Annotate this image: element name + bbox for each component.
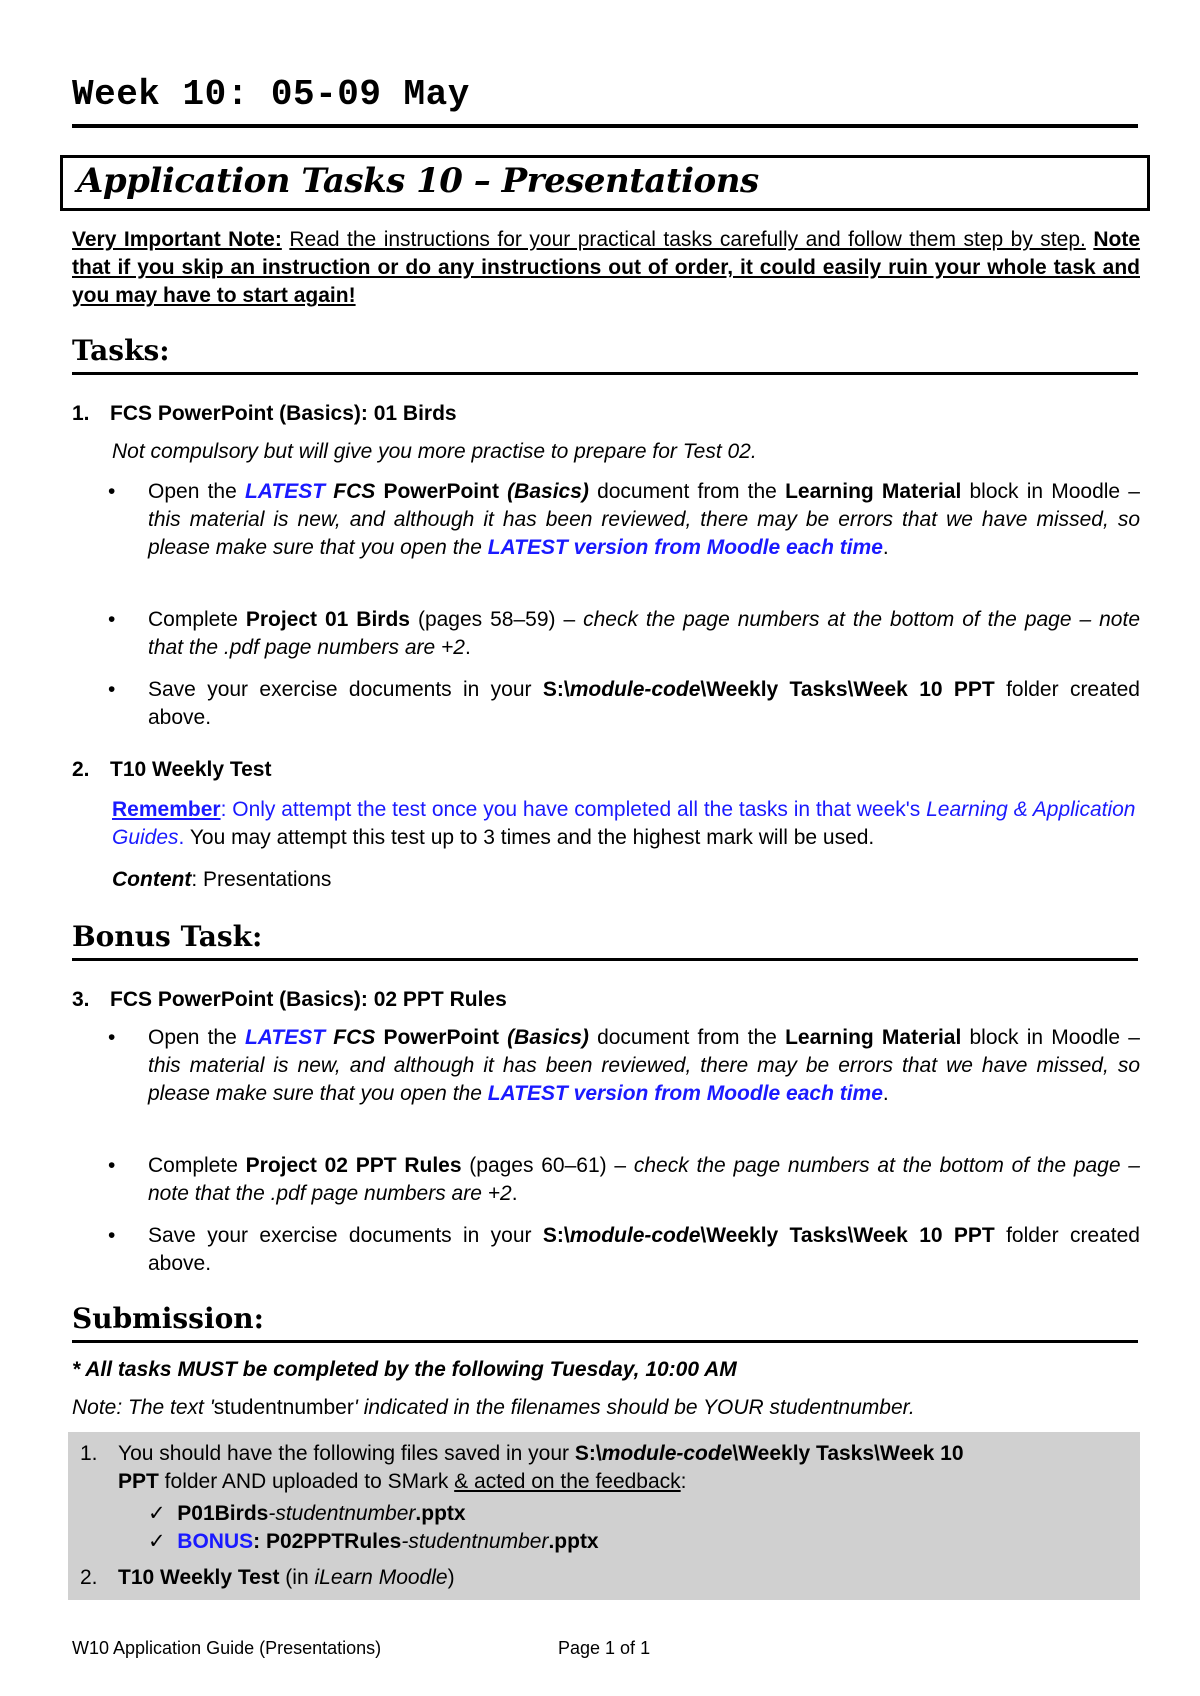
bullet-icon: • [108, 1026, 116, 1049]
note-text-1: Read the instructions for your practical tasks carefully and follow them step by step. [289, 228, 1086, 251]
check-icon: ✓ [148, 1530, 166, 1553]
task-1-bullet-2: • Complete Project 01 Birds (pages 58–59) – check the page numbers at the bottom of the page – note that the .pdf page numbers are +2. [108, 608, 1140, 659]
file-item-2: ✓ BONUS: P02PPTRules-studentnumber.pptx [148, 1530, 599, 1553]
bullet-icon: • [108, 1224, 116, 1247]
section-tasks: Tasks: [72, 334, 170, 367]
title-rule [72, 124, 1138, 128]
task-1-subtitle: Not compulsory but will give you more practise to prepare for Test 02. [112, 440, 757, 463]
bullet-icon: • [108, 678, 116, 701]
task-3-bullet-2: • Complete Project 02 PPT Rules (pages 60–61) – check the page numbers at the bottom of the page – note that the .pdf page numbers are +2. [108, 1154, 1140, 1205]
studentnumber-note: Note: The text 'studentnumber' indicated in the filenames should be YOUR studentnumber. [72, 1396, 915, 1419]
submission-rule [72, 1340, 1138, 1343]
page-title: Week 10: 05-09 May [72, 74, 470, 115]
footer-doc-title: W10 Application Guide (Presentations) [72, 1638, 382, 1658]
bonus-rule [72, 958, 1138, 961]
task-1-bullet-3: • Save your exercise documents in your S:\module-code\Weekly Tasks\Week 10 PPT folder created above. [108, 678, 1140, 729]
check-icon: ✓ [148, 1502, 166, 1525]
bullet-icon: • [108, 1154, 116, 1177]
submission-item-1: 1. You should have the following files saved in your S:\module-code\Weekly Tasks\Week 10 PPT folder AND uploaded to SMark & acted on the feedback: [80, 1442, 964, 1493]
file-item-1: ✓ P01Birds-studentnumber.pptx [148, 1502, 466, 1525]
section-submission: Submission: [72, 1302, 264, 1335]
task-3-bullet-1: • Open the LATEST FCS PowerPoint (Basics) document from the Learning Material block in Moodle – this material is new, and although it has been reviewed, there may be errors that we have missed, so please make sure that you open the LATEST version from Moodle each time. [108, 1026, 1140, 1105]
task-3-bullet-3: • Save your exercise documents in your S:\module-code\Weekly Tasks\Week 10 PPT folder created above. [108, 1224, 1140, 1275]
task-1-bullet-1: • Open the LATEST FCS PowerPoint (Basics) document from the Learning Material block in Moodle – this material is new, and although it has been reviewed, there may be errors that we have missed, so please make sure that you open the LATEST version from Moodle each time. [108, 480, 1140, 559]
task-3-title: FCS PowerPoint (Basics): 02 PPT Rules [110, 988, 507, 1011]
bullet-icon: • [108, 608, 116, 631]
deadline-note: * All tasks MUST be completed by the following Tuesday, 10:00 AM [72, 1358, 737, 1381]
task-1-heading: 1. FCS PowerPoint (Basics): 01 Birds [72, 402, 457, 425]
app-title-box [60, 155, 1150, 211]
important-note [72, 226, 1140, 310]
task-1-title: FCS PowerPoint (Basics): 01 Birds [110, 402, 457, 425]
task-2-heading: 2. T10 Weekly Test [72, 758, 272, 781]
remember-link[interactable]: Remember [112, 798, 221, 821]
task-2-content: Content: Presentations [112, 868, 332, 891]
task-2-remember: Remember: Only attempt the test once you have completed all the tasks in that week's Learning & Application Guides. You may attempt this test up to 3 times and the highest mark will be used. [112, 798, 1136, 849]
note-text-2: Note that if you skip an instruction or do any instructions out of order, it could easily ruin your whole task and you may have to start again! [72, 228, 1141, 307]
submission-box [68, 1432, 1140, 1600]
footer-page-number: Page 1 of 1 [558, 1638, 651, 1658]
submission-item-2: 2. T10 Weekly Test (in iLearn Moodle) [80, 1566, 455, 1589]
app-title: Application Tasks 10 – Presentations [77, 161, 759, 201]
task-2-title: T10 Weekly Test [110, 758, 272, 781]
task-3-heading: 3. FCS PowerPoint (Basics): 02 PPT Rules [72, 988, 507, 1011]
note-label: Very Important Note: [72, 228, 282, 251]
section-bonus: Bonus Task: [72, 920, 263, 953]
tasks-rule [72, 372, 1138, 375]
bullet-icon: • [108, 480, 116, 503]
